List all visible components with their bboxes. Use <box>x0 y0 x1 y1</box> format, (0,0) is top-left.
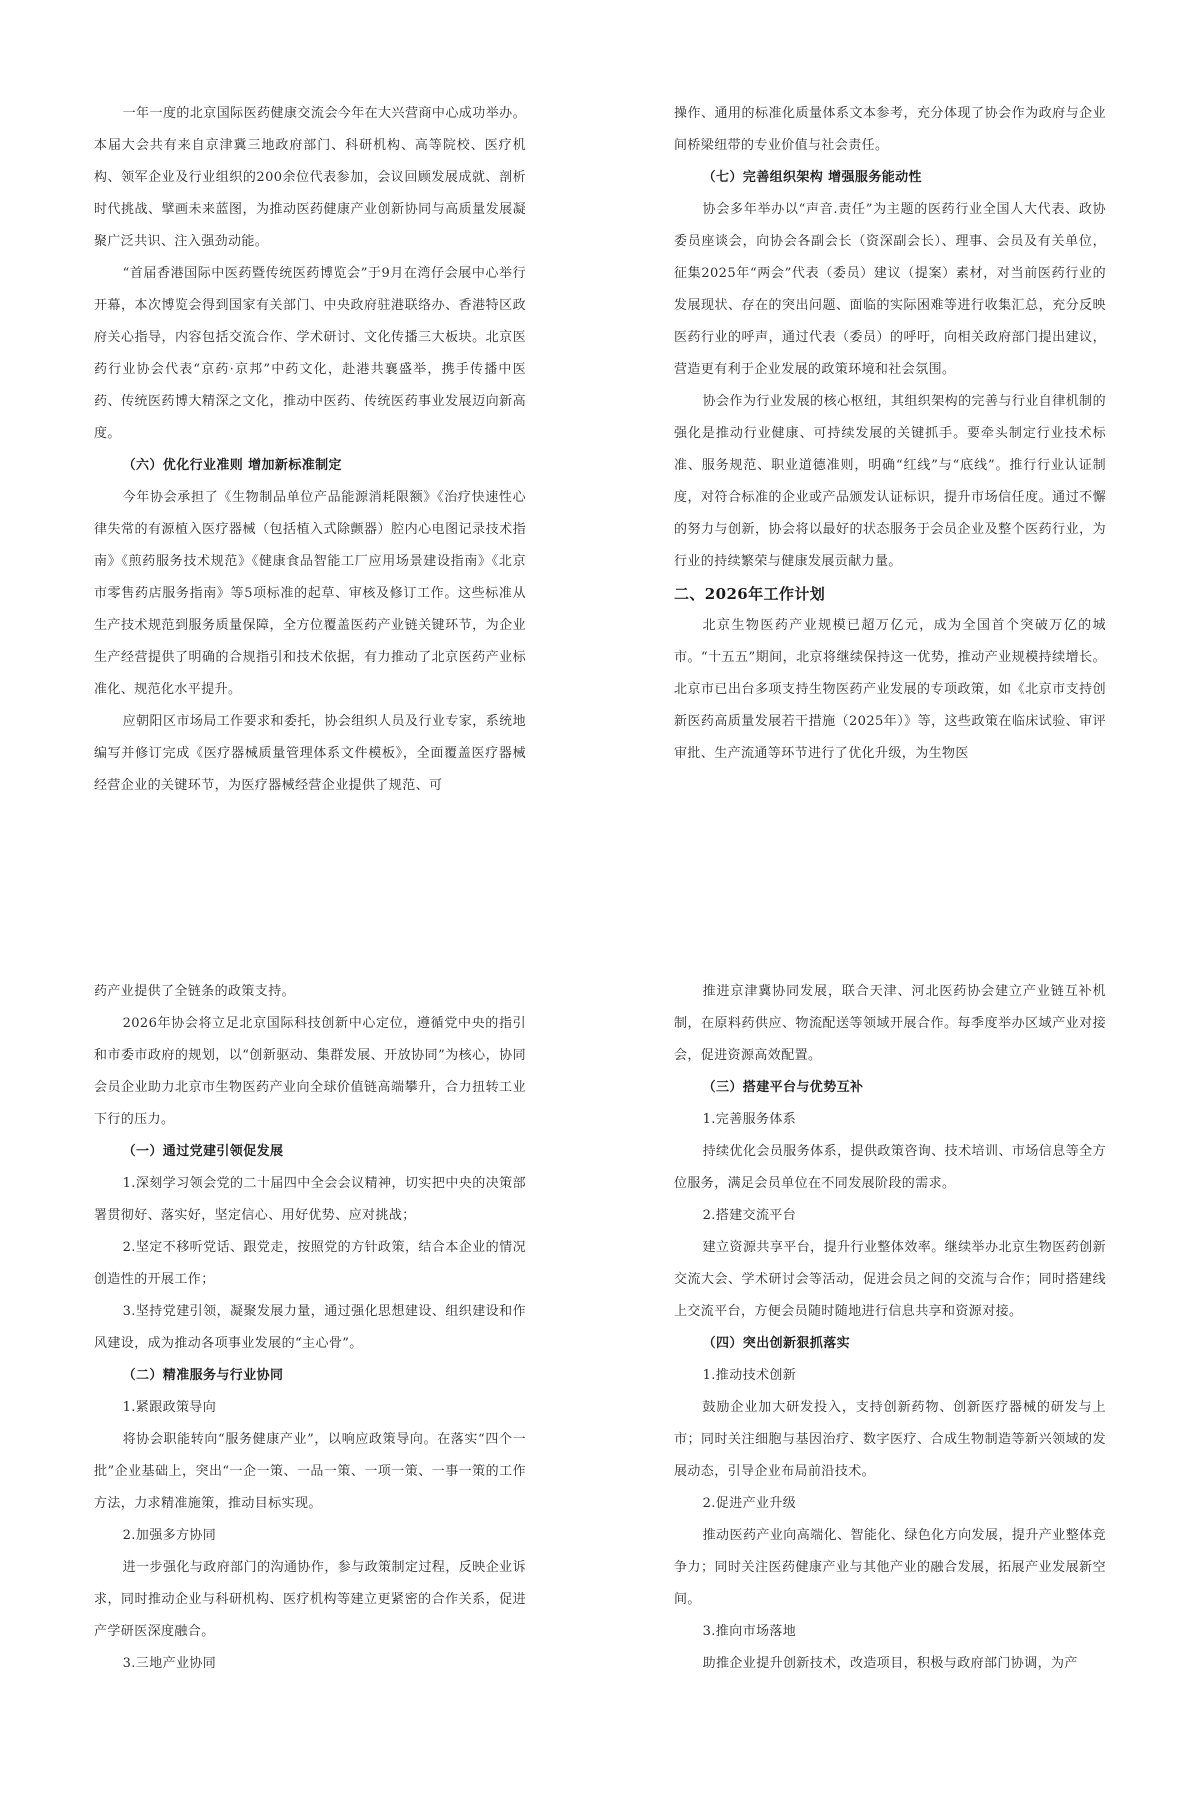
paragraph: 推进京津冀协同发展，联合天津、河北医药协会建立产业链互补机制，在原料药供应、物流配送等领域开展合作。每季度举办区域产业对接会，促进资源高效配置。 <box>674 984 1106 1063</box>
column-bottom-left <box>94 976 526 1680</box>
paragraph: 1.紧跟政策导向 <box>122 1400 217 1415</box>
paragraph: 3.推向市场落地 <box>702 1624 797 1639</box>
paragraph: 将协会职能转向“服务健康产业”，以响应政策导向。在落实“四个一批”企业基础上，突出“一企一策、一品一策、一项一策、一事一策的工作方法，力求精准施策，推动目标实现。 <box>94 1432 526 1511</box>
column-bottom-right <box>674 976 1106 1680</box>
paragraph: 1.完善服务体系 <box>702 1112 797 1127</box>
paragraph: 2.促进产业升级 <box>702 1496 797 1511</box>
paragraph: 鼓励企业加大研发投入，支持创新药物、创新医疗器械的研发与上市；同时关注细胞与基因治疗、数字医疗、合成生物制造等新兴领域的发展动态，引导企业布局前沿技术。 <box>674 1400 1106 1479</box>
paragraph: 进一步强化与政府部门的沟通协作，参与政策制定过程，反映企业诉求，同时推动企业与科研机构、医疗机构等建立更紧密的合作关系，促进产学研医深度融合。 <box>94 1560 526 1639</box>
paragraph: 北京生物医药产业规模已超万亿元，成为全国首个突破万亿的城市。“十五五”期间，北京将继续保持这一优势，推动产业规模持续增长。北京市已出台多项支持生物医药产业发展的专项政策，如《北京市支持创新医药高质量发展若干措施（2025年）》等，这些政策在临床试验、审评审批、生产流通等环节进行了优化升级，为生物医 <box>674 618 1106 761</box>
section-heading: （四）突出创新狠抓落实 <box>702 1336 850 1351</box>
paragraph: “首届香港国际中医药暨传统医药博览会”于9月在湾仔会展中心举行开幕，本次博览会得到国家有关部门、中央政府驻港联络办、香港特区政府关心指导，内容包括交流合作、学术研讨、文化传播三大板块。北京医药行业协会代表“京药·京邦”中药文化，赴港共襄盛举，携手传播中医药、传统医药博大精深之文化，推动中医药、传统医药事业发展迈向新高度。 <box>94 266 526 441</box>
paragraph: 协会作为行业发展的核心枢纽，其组织架构的完善与行业自律机制的强化是推动行业健康、可持续发展的关键抓手。要牵头制定行业技术标准、服务规范、职业道德准则，明确“红线”与“底线”。推行行业认证制度，对符合标准的企业或产品颁发认证标识，提升市场信任度。通过不懈的努力与创新，协会将以最好的状态服务于会员企业及整个医药行业，为行业的持续繁荣与健康发展贡献力量。 <box>674 394 1106 569</box>
paragraph: 2.加强多方协同 <box>122 1528 217 1543</box>
paragraph: 今年协会承担了《生物制品单位产品能源消耗限额》《治疗快速性心律失常的有源植入医疗器械（包括植入式除颤器）腔内心电图记录技术指南》《煎药服务技术规范》《健康食品智能工厂应用场景建设指南》《北京市零售药店服务指南》等5项标准的起草、审核及修订工作。这些标准从生产技术规范到服务质量保障，全方位覆盖医药产业链关键环节，为企业生产经营提供了明确的合规指引和技术依据，有力推动了北京医药产业标准化、规范化水平提升。 <box>94 490 526 697</box>
column-top-left <box>94 98 526 802</box>
paragraph: 3.三地产业协同 <box>122 1656 217 1671</box>
paragraph: 助推企业提升创新技术，改造项目，积极与政府部门协调，为产 <box>702 1656 1078 1671</box>
section-heading: （二）精准服务与行业协同 <box>122 1368 284 1383</box>
paragraph: 操作、通用的标准化质量体系文本参考，充分体现了协会作为政府与企业间桥梁纽带的专业价值与社会责任。 <box>674 106 1106 153</box>
paragraph: 协会多年举办以“声音.责任”为主题的医药行业全国人大代表、政协委员座谈会，向协会各副会长（资深副会长）、理事、会员及有关单位，征集2025年“两会”代表（委员）建议（提案）素材，对当前医药行业的发展现状、存在的突出问题、面临的实际困难等进行收集汇总，充分反映医药行业的呼声，通过代表（委员）的呼吁，向相关政府部门提出建议，营造更有利于企业发展的政策环境和社会氛围。 <box>674 202 1106 377</box>
section-heading: （六）优化行业准则 增加新标准制定 <box>122 458 342 473</box>
paragraph: 2026年协会将立足北京国际科技创新中心定位，遵循党中央的指引和市委市政府的规划，以“创新驱动、集群发展、开放协同”为核心，协同会员企业助力北京市生物医药产业向全球价值链高端攀升，合力扭转工业下行的压力。 <box>94 1016 526 1127</box>
section-heading: （三）搭建平台与优势互补 <box>702 1080 864 1095</box>
paragraph: 1.推动技术创新 <box>702 1368 797 1383</box>
paragraph: 2.搭建交流平台 <box>702 1208 797 1223</box>
paragraph: 建立资源共享平台，提升行业整体效率。继续举办北京生物医药创新交流大会、学术研讨会等活动，促进会员之间的交流与合作；同时搭建线上交流平台，方便会员随时随地进行信息共享和资源对接。 <box>674 1240 1106 1319</box>
paragraph: 3.坚持党建引领，凝聚发展力量，通过强化思想建设、组织建设和作风建设，成为推动各项事业发展的“主心骨”。 <box>94 1304 526 1351</box>
paragraph: 药产业提供了全链条的政策支持。 <box>94 984 296 999</box>
paragraph: 推动医药产业向高端化、智能化、绿色化方向发展，提升产业整体竞争力；同时关注医药健康产业与其他产业的融合发展，拓展产业发展新空间。 <box>674 1528 1106 1607</box>
paragraph: 1.深刻学习领会党的二十届四中全会会议精神，切实把中央的决策部署贯彻好、落实好，坚定信心、用好优势、应对挑战； <box>94 1176 526 1223</box>
section-heading: （七）完善组织架构 增强服务能动性 <box>702 170 922 185</box>
paragraph: 一年一度的北京国际医药健康交流会今年在大兴营商中心成功举办。本届大会共有来自京津冀三地政府部门、科研机构、高等院校、医疗机构、领军企业及行业组织的200余位代表参加，会议回顾发展成就、剖析时代挑战、擘画未来蓝图，为推动医药健康产业创新协同与高质量发展凝聚广泛共识、注入强劲动能。 <box>94 106 526 249</box>
paragraph: 持续优化会员服务体系，提供政策咨询、技术培训、市场信息等全方位服务，满足会员单位在不同发展阶段的需求。 <box>674 1144 1106 1191</box>
paragraph: 应朝阳区市场局工作要求和委托，协会组织人员及行业专家，系统地编写并修订完成《医疗器械质量管理体系文件模板》，全面覆盖医疗器械经营企业的关键环节，为医疗器械经营企业提供了规范、可 <box>94 714 526 793</box>
paragraph: 2.坚定不移听党话、跟党走，按照党的方针政策，结合本企业的情况创造性的开展工作； <box>94 1240 526 1287</box>
column-top-right <box>674 98 1106 770</box>
section-heading: （一）通过党建引领促发展 <box>122 1144 284 1159</box>
section-heading: 二、2026年工作计划 <box>674 585 826 603</box>
